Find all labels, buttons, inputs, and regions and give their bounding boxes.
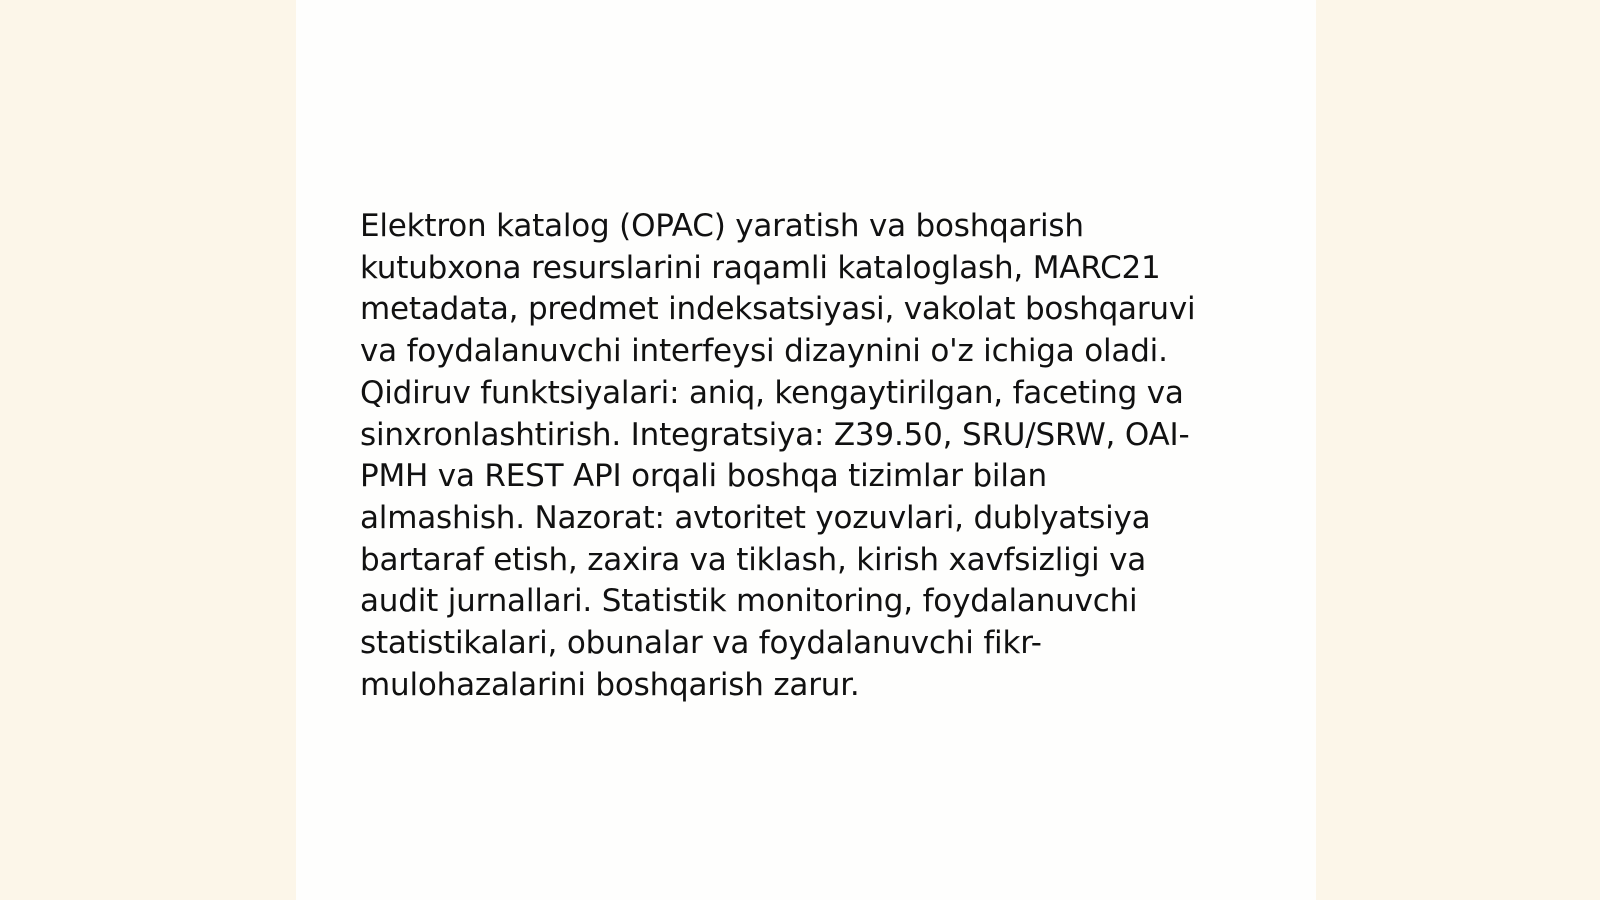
paragraph-line: PMH va REST API orqali boshqa tizimlar bilan [360,458,1047,495]
body-paragraph [360,206,1260,706]
paragraph-line: sinxronlashtirish. Integratsiya: Z39.50, SRU/SRW, OAI- [360,416,1190,453]
paragraph-line: mulohazalarini boshqarish zarur. [360,666,860,703]
paragraph-line: bartaraf etish, zaxira va tiklash, kirish xavfsizligi va [360,541,1147,578]
paragraph-line: va foydalanuvchi interfeysi dizaynini o'z ichiga oladi. [360,333,1168,370]
paragraph-line: Qidiruv funktsiyalari: aniq, kengaytirilgan, faceting va [360,374,1184,411]
paragraph-line: almashish. Nazorat: avtoritet yozuvlari, dublyatsiya [360,499,1151,536]
left-margin [0,0,296,900]
document-page [296,0,1316,900]
paragraph-line: Elektron katalog (OPAC) yaratish va boshqarish [360,208,1084,244]
paragraph-line: metadata, predmet indeksatsiyasi, vakolat boshqaruvi [360,291,1196,328]
paragraph-line: kutubxona resurslarini raqamli kataloglash, MARC21 [360,249,1161,286]
paragraph-line: statistikalari, obunalar va foydalanuvchi fikr- [360,625,1042,662]
right-margin [1316,0,1600,900]
paragraph-line: audit jurnallari. Statistik monitoring, foydalanuvchi [360,583,1138,620]
